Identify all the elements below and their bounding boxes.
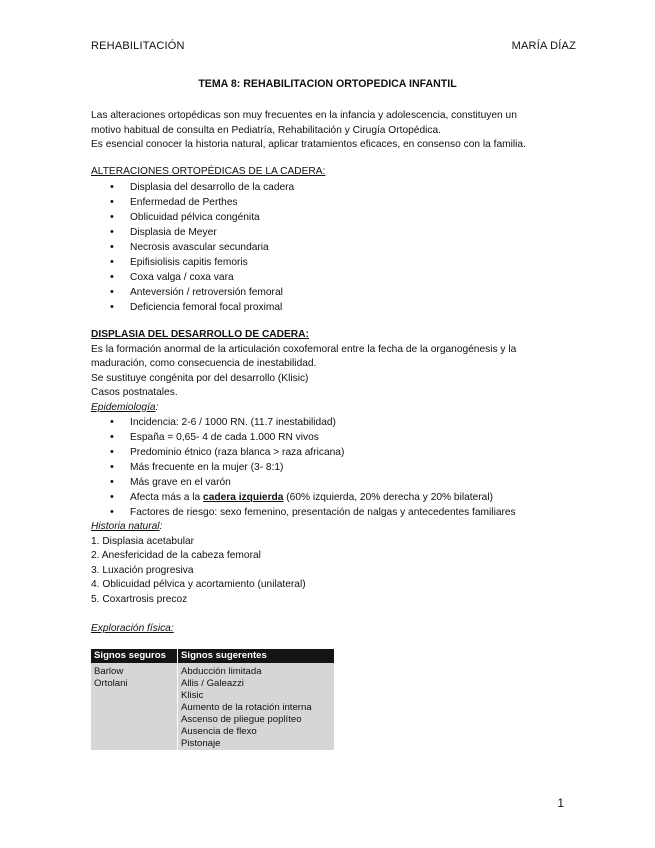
table-cell: Allis / Galeazzi [181,678,244,689]
list-item: • España = 0,65- 4 de cada 1.000 RN vivos [91,430,581,445]
epidemiologia-colon: : [155,401,159,413]
ddc-heading: DISPLASIA DEL DESARROLLO DE CADERA: [91,329,309,340]
list-item: • Epifisiolisis capitis femoris [91,255,571,270]
intro-line: Es esencial conocer la historia natural, aplicar tratamientos eficaces, en consenso con la familia. [91,139,526,150]
list-item: 2. Anesfericidad de la cabeza femoral [91,550,261,562]
header-seguros: Signos seguros [94,650,166,661]
list-item: • Displasia de Meyer [91,225,571,240]
list-item: • Coxa valga / coxa vara [91,270,571,285]
historia-heading [91,520,581,535]
ddc-line: maduración, como consecuencia de inestabilidad. [91,358,317,369]
sugerentes-column [181,666,312,750]
ddc-line: Es la formación anormal de la articulación coxofemoral entre la fecha de la organogénesis y la [91,343,517,355]
table-cell: Aumento de la rotación interna [181,702,312,713]
historia-colon: : [159,521,163,532]
list-item: 5. Coxartrosis precoz [91,593,188,605]
exploracion-heading: Exploración física: [91,623,174,634]
header-right: MARÍA DÍAZ [511,40,576,52]
list-item [91,490,581,505]
list-item: 1. Displasia acetabular [91,535,195,547]
cadera-section [91,165,571,315]
epidemiologia-heading [91,401,581,416]
table-cell: Ortolani [94,678,128,689]
table-cell: Abducción limitada [181,666,262,677]
table-header [91,649,334,663]
column-divider [177,649,178,750]
list-item: • Más grave en el varón [91,475,581,490]
seguros-column [94,666,128,690]
list-item: • Predominio étnico (raza blanca > raza africana) [91,445,581,460]
afecta-pre: Afecta más a la [130,492,204,503]
ddc-section [91,328,581,607]
intro-paragraph [91,109,571,153]
epidemiologia-list [91,415,581,520]
list-item: 3. Luxación progresiva [91,564,194,576]
page-number: 1 [557,796,564,810]
ddc-line: Casos postnatales. [91,387,178,398]
afecta-bold: cadera izquierda [203,492,284,503]
list-item: • Oblicuidad pélvica congénita [91,210,571,225]
table-cell: Klisic [181,690,204,701]
header-sugerentes: Signos sugerentes [181,650,267,661]
list-item: • Anteversión / retroversión femoral [91,285,571,300]
table-cell: Pistonaje [181,738,221,749]
list-item: • Incidencia: 2-6 / 1000 RN. (11.7 inestabilidad) [91,415,581,430]
table-cell: Ausencia de flexo [181,726,257,737]
cadera-list [91,180,571,315]
page-title: TEMA 8: REHABILITACION ORTOPEDICA INFANTIL [198,78,457,90]
epidemiologia-label: Epidemiología [91,401,156,413]
signos-table [91,649,334,750]
list-item: • Displasia del desarrollo de la cadera [91,180,571,195]
list-item: • Necrosis avascular secundaria [91,240,571,255]
list-item: • Factores de riesgo: sexo femenino, presentación de nalgas y antecedentes familiares [91,505,581,520]
table-cell: Barlow [94,666,124,677]
list-item: • Deficiencia femoral focal proximal [91,300,571,315]
intro-line: motivo habitual de consulta en Pediatría, Rehabilitación y Cirugía Ortopédica. [91,124,441,136]
table-cell: Ascenso de pliegue poplíteo [181,714,302,725]
ddc-line: Se sustituye congénita por del desarrollo (Klisic) [91,372,309,384]
intro-line: Las alteraciones ortopédicas son muy frecuentes en la infancia y adolescencia, constituyen un [91,110,517,121]
afecta-post: (60% izquierda, 20% derecha y 20% bilateral) [283,492,493,503]
list-item: • Más frecuente en la mujer (3- 8:1) [91,460,581,475]
historia-label: Historia natural [91,521,160,532]
cadera-heading: ALTERACIONES ORTOPÉDICAS DE LA CADERA: [91,166,326,177]
historia-list [91,535,581,608]
header-left: REHABILITACIÓN [91,40,185,52]
list-item: 4. Oblicuidad pélvica y acortamiento (unilateral) [91,579,306,591]
list-item: • Enfermedad de Perthes [91,195,571,210]
